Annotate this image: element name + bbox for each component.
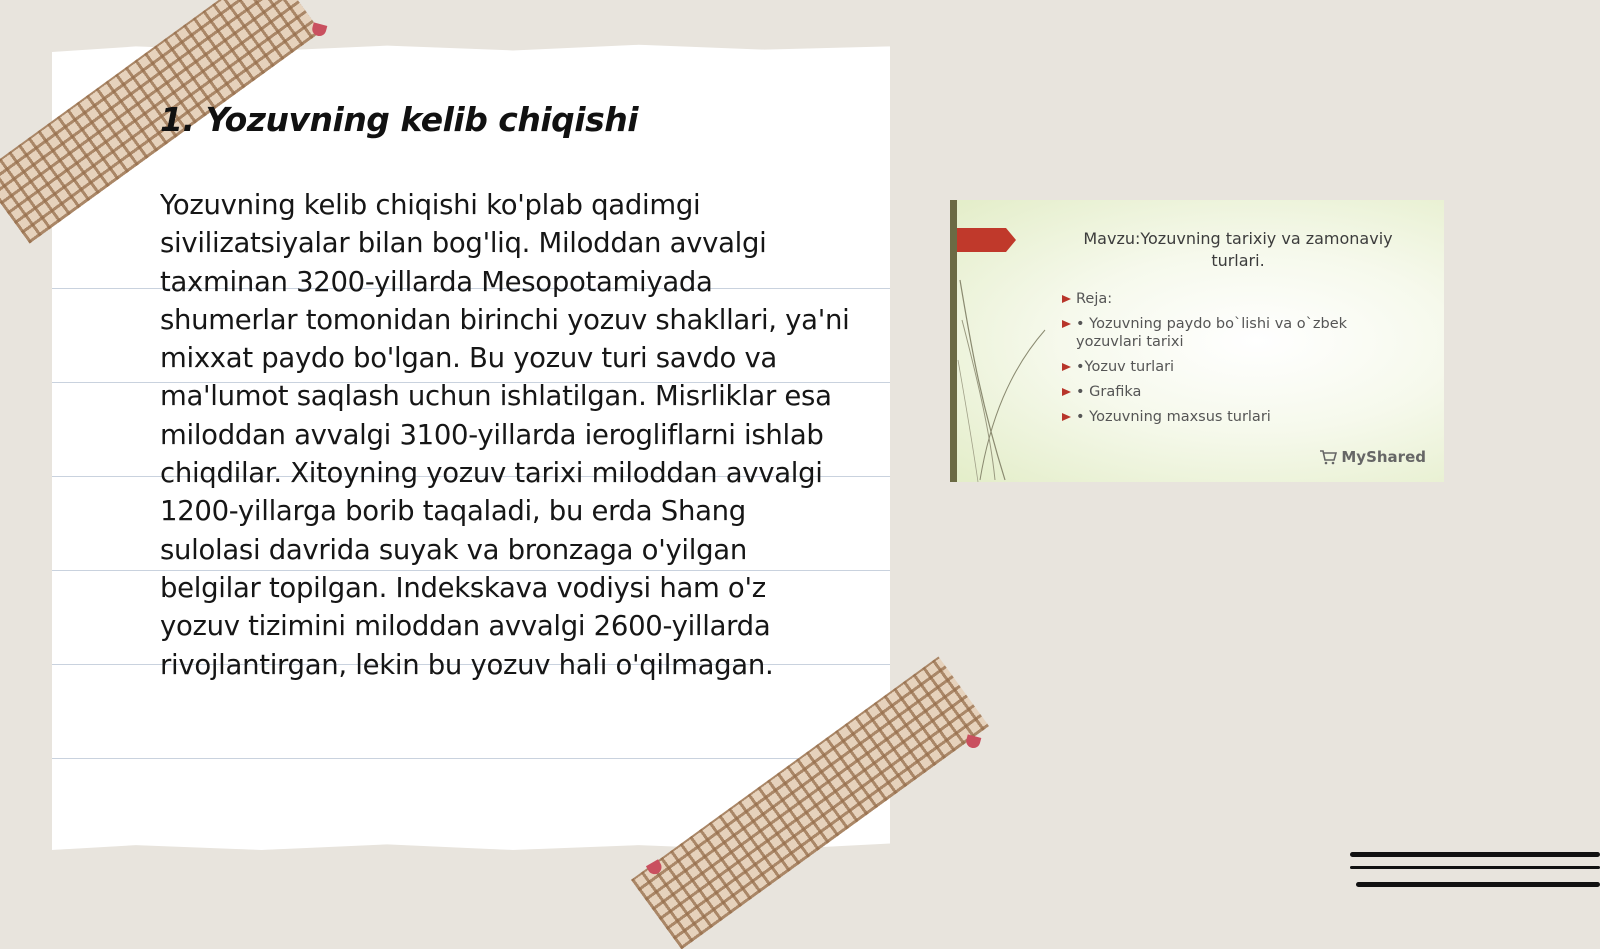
section-heading: 1. Yozuvning kelib chiqishi	[160, 100, 639, 139]
slide-list-item: Reja:	[1062, 290, 1402, 308]
arrow-bullet-icon	[1062, 413, 1071, 421]
brush-stroke	[1356, 882, 1600, 887]
arrow-bullet-icon	[1062, 320, 1071, 328]
brush-stroke	[1350, 852, 1600, 857]
slide-list	[1062, 290, 1402, 433]
cart-icon	[1319, 449, 1337, 465]
arrow-bullet-icon	[1062, 388, 1071, 396]
slide-thumbnail-image	[950, 200, 1444, 482]
section-paragraph: Yozuvning kelib chiqishi ko'plab qadimgi sivilizatsiyalar bilan bog'liq. Miloddan avvalgi taxminan 3200-yillarda Mesopotamiyada shumerlar tomonidan birinchi yozuv shakllari, ya'ni mixxat paydo bo'lgan. Bu yozuv turi savdo va ma'lumot saqlash uchun ishlatilgan. Misrliklar esa miloddan avvalgi 3100-yillarda ierogliflarni ishlab chiqdilar. Xitoyning yozuv tarixi miloddan avvalgi 1200-yillarga borib taqaladi, bu erda Shang sulolasi davrida suyak va bronzaga o'yilgan belgilar topilgan. Indekskava vodiysi ham o'z yozuv tizimini miloddan avvalgi 2600-yillarda rivojlantirgan, lekin bu yozuv hali o'qilmagan.	[160, 189, 850, 681]
paper-rule	[52, 758, 890, 759]
slide-list-item: •Yozuv turlari	[1062, 358, 1402, 376]
slide-list-item: • Yozuvning maxsus turlari	[1062, 408, 1402, 426]
flag-pole	[950, 200, 957, 482]
arrow-bullet-icon	[1062, 363, 1071, 371]
slide-title: Mavzu:Yozuvning tarixiy va zamonaviy turlari.	[1083, 229, 1393, 270]
tape-pin-middle	[965, 734, 982, 749]
flag-icon	[957, 228, 1016, 252]
brush-stroke	[1350, 866, 1600, 869]
myshared-logo	[1319, 448, 1426, 466]
slide-list-item: • Grafika	[1062, 383, 1402, 401]
slide-list-item: • Yozuvning paydo bo`lishi va o`zbek yozuvlari tarixi	[1062, 315, 1402, 351]
arrow-bullet-icon	[1062, 295, 1071, 303]
logo-text: MyShared	[1341, 448, 1426, 466]
